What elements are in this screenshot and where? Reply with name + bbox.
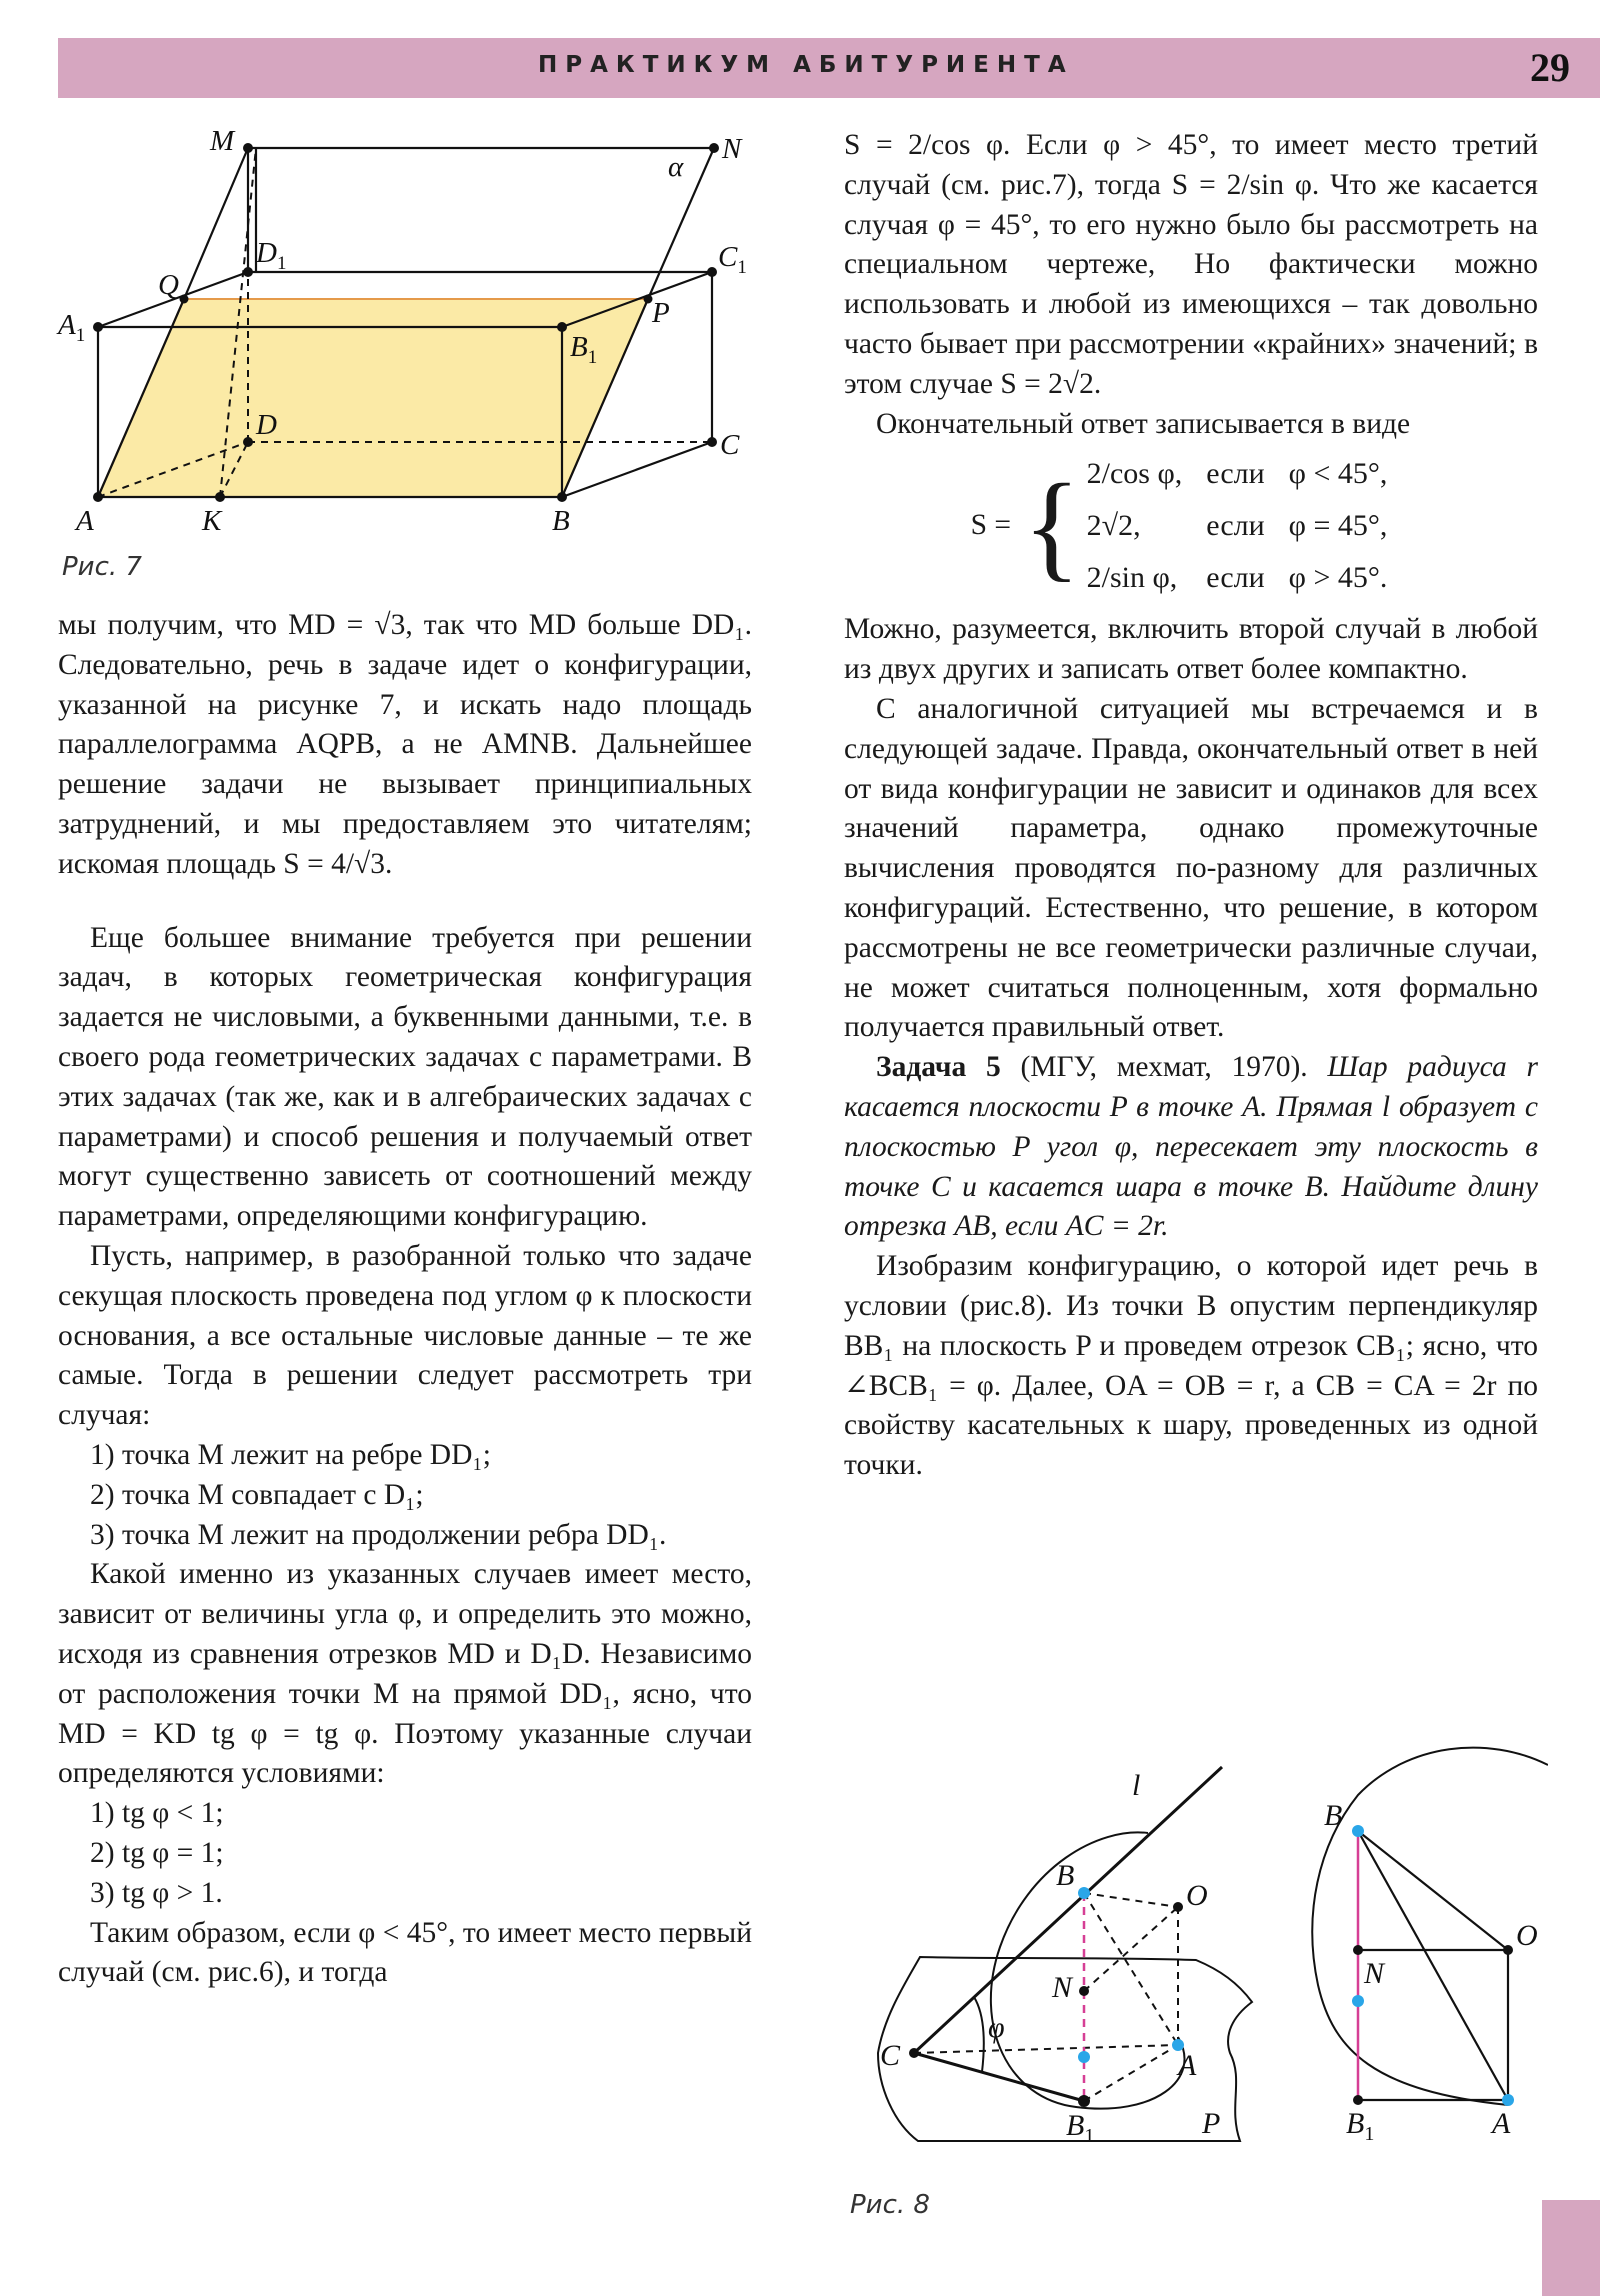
label-Q: Q bbox=[158, 269, 179, 301]
point-tangent-mid bbox=[1078, 2051, 1090, 2063]
section-point-A bbox=[1502, 2094, 1514, 2106]
page-number: 29 bbox=[1530, 45, 1570, 90]
point-D1 bbox=[243, 267, 253, 277]
answer-formula bbox=[844, 448, 1538, 604]
angle-phi-arc bbox=[974, 1997, 984, 2072]
formula-row bbox=[1087, 552, 1412, 604]
left-paragraph-4: Какой именно из указанных случаев имеет место, зависит от величины угла φ, и определить это можно, исходя из сравнения отрезков MD и D₁D. Независимо от расположения точки M на прямой DD₁, ясно, что MD = KD tg φ = tg φ. Поэтому указанные случаи определяются условиями: bbox=[58, 1558, 752, 1790]
formula-expr: 2√2, bbox=[1086, 509, 1141, 543]
right-paragraph-3: Можно, разумеется, включить второй случай в любой из двух других и записать ответ более компактно. bbox=[844, 613, 1538, 686]
label-A: A bbox=[76, 505, 94, 537]
left-paragraph-2: Еще большее внимание требуется при решении задач, в которых геометрическая конфигурация задается не числовыми, а буквенными данными, т.е. в своего рода геометрических задачах с параметрами. В этих задачах (так же, как и в алгебраических задачах с параметрами) и способ решения и получаемый ответ могут существенно зависеть от соотношений между параметрами, определяющими конфигурацию. bbox=[58, 921, 752, 1233]
point-N bbox=[1079, 1986, 1089, 1996]
label-C1: $C_1$ bbox=[718, 241, 747, 278]
point-B1 bbox=[1078, 2095, 1090, 2107]
section-point-B bbox=[1352, 1825, 1364, 1837]
formula-row bbox=[1087, 448, 1412, 500]
label-P: P bbox=[1202, 2107, 1221, 2140]
label-M: M bbox=[210, 125, 235, 157]
label-N: N bbox=[1052, 1971, 1073, 2004]
left-paragraph-1: мы получим, что MD = √3, так что MD больше DD₁. Следовательно, речь в задаче идет о конфигурации, указанной на рисунке 7, и искать надо площадь параллелограмма AQPB, а не AMNB. Дальнейшее решение задачи не вызывает принципиальных затруднений, и мы предоставляем это читателям; искомая площадь S = 4/√3. bbox=[58, 609, 752, 880]
point-B bbox=[557, 492, 567, 502]
point-N bbox=[709, 143, 719, 153]
formula-cond: φ < 45°, bbox=[1288, 457, 1388, 491]
point-K bbox=[215, 492, 225, 502]
page-header bbox=[58, 38, 1600, 98]
point-B bbox=[1078, 1887, 1090, 1899]
section-label-B: B bbox=[1324, 1799, 1343, 1832]
right-column bbox=[844, 126, 1538, 1486]
point-A1 bbox=[93, 322, 103, 332]
label-P: P bbox=[652, 297, 670, 329]
label-B1: $B_1$ bbox=[1066, 2109, 1095, 2147]
formula-row bbox=[1087, 500, 1412, 552]
running-title: ПРАКТИКУМ АБИТУРИЕНТА bbox=[538, 52, 1074, 78]
condition-item-3: 3) tg φ > 1. bbox=[90, 1876, 223, 1909]
point-A bbox=[93, 492, 103, 502]
label-B1: $B_1$ bbox=[570, 331, 598, 368]
point-D bbox=[243, 437, 253, 447]
case-item-3: 3) точка M лежит на продолжении ребра DD₁. bbox=[90, 1518, 667, 1551]
formula-cond: φ > 45°. bbox=[1288, 561, 1388, 595]
section-point-mid bbox=[1352, 1995, 1364, 2007]
section-label-A: A bbox=[1492, 2107, 1511, 2140]
right-paragraph-1: S = 2/cos φ. Если φ > 45°, то имеет место третий случай (см. рис.7), тогда S = 2/sin φ. Что же касается случая φ = 45°, то его нужно было бы рассмотреть на специальном чертеже, Но фактически можно использовать и любой из имеющихся – так довольно часто бывает при рассмотрении «крайних» значений; в этом случае S = 2√2. bbox=[844, 129, 1538, 400]
fig8-caption: Рис. 8 bbox=[850, 2190, 930, 2220]
label-A1: $A_1$ bbox=[58, 309, 86, 346]
figure-8 bbox=[848, 1735, 1548, 2155]
right-paragraph-5: Изобразим конфигурацию, о которой идет речь в условии (рис.8). Из точки B опустим перпендикуляр BB₁ на плоскость P и проведем отрезок CB₁; ясно, что ∠BCB₁ = φ. Далее, OA = OB = r, а CB = CA = 2r по свойству касательных к шару, проведенных из одной точки. bbox=[844, 1250, 1538, 1482]
section-point-N bbox=[1353, 1945, 1363, 1955]
task-5 bbox=[844, 1048, 1538, 1247]
formula-cond-word: если bbox=[1206, 509, 1265, 543]
formula-cond-word: если bbox=[1206, 561, 1265, 595]
label-C: C bbox=[880, 2039, 901, 2072]
section-point-O bbox=[1503, 1945, 1513, 1955]
point-M bbox=[243, 143, 253, 153]
condition-item-1: 1) tg φ < 1; bbox=[90, 1797, 224, 1830]
right-paragraph-4: С аналогичной ситуацией мы встречаемся и в следующей задаче. Правда, окончательный ответ в ней от вида конфигурации не зависит и одинаков для всех значений параметра, однако промежуточные вычисления проводятся по-разному для различных конфигураций. Естественно, что решение, в котором рассмотрены не все геометрически различные случаи, не может считаться полноценным, хотя формально получается правильный ответ. bbox=[844, 692, 1538, 1044]
left-paragraph-3: Пусть, например, в разобранной только что задаче секущая плоскость проведена под углом φ к плоскости основания, а все остальные числовые данные – те же самые. Тогда в решении следует рассмотреть три случая: bbox=[58, 1239, 752, 1432]
label-B: B bbox=[1056, 1859, 1075, 1892]
segment-CA bbox=[914, 2045, 1178, 2053]
page-corner-tab bbox=[1542, 2200, 1600, 2296]
right-paragraph-2: Окончательный ответ записывается в виде bbox=[876, 407, 1411, 440]
point-C bbox=[707, 437, 717, 447]
point-Q bbox=[180, 295, 189, 304]
point-C1 bbox=[707, 267, 717, 277]
formula-expr: 2/sin φ, bbox=[1086, 561, 1178, 595]
label-alpha: α bbox=[668, 151, 684, 183]
label-N: N bbox=[722, 133, 742, 165]
figure-7 bbox=[50, 120, 760, 550]
label-D1: $D_1$ bbox=[256, 237, 287, 274]
case-item-2: 2) точка M совпадает с D₁; bbox=[90, 1478, 424, 1511]
formula-cond: φ = 45°, bbox=[1288, 509, 1388, 543]
formula-expr: 2/cos φ, bbox=[1086, 457, 1183, 491]
section-circle-arc bbox=[1312, 1748, 1548, 2105]
task-statement: Шар радиуса r касается плоскости P в точке A. Прямая l образует с плоскостью P угол φ, пересекает эту плоскость в точке C и касается шара в точке B. Найдите длину отрезка AB, если AC = 2r. bbox=[844, 1051, 1538, 1243]
formula-lhs: S = bbox=[970, 509, 1012, 542]
task-source: (МГУ, мехмат, 1970). bbox=[1000, 1051, 1328, 1084]
formula-cases bbox=[1087, 448, 1412, 604]
label-l: l bbox=[1132, 1769, 1141, 1802]
formula-cond-word: если bbox=[1206, 457, 1265, 491]
sphere-outline bbox=[991, 1832, 1185, 2108]
label-D: D bbox=[256, 409, 277, 441]
section-label-O: O bbox=[1516, 1919, 1538, 1952]
section-label-N: N bbox=[1364, 1957, 1385, 1990]
point-C bbox=[909, 2048, 919, 2058]
left-column bbox=[58, 606, 752, 1993]
case-item-1: 1) точка M лежит на ребре DD₁; bbox=[90, 1438, 491, 1471]
segment-CB1 bbox=[914, 2053, 1084, 2101]
section-label-B1: $B_1$ bbox=[1346, 2107, 1375, 2145]
section-point-B1 bbox=[1353, 2095, 1363, 2105]
point-O bbox=[1173, 1902, 1183, 1912]
fig7-caption: Рис. 7 bbox=[62, 552, 142, 582]
label-phi: φ bbox=[988, 2011, 1005, 2044]
point-B1 bbox=[557, 322, 567, 332]
condition-item-2: 2) tg φ = 1; bbox=[90, 1836, 224, 1869]
label-K: K bbox=[202, 505, 222, 537]
label-B: B bbox=[552, 505, 570, 537]
label-A: A bbox=[1178, 2049, 1197, 2082]
task-title: Задача 5 bbox=[876, 1051, 1001, 1084]
left-paragraph-5: Таким образом, если φ < 45°, то имеет место первый случай (см. рис.6), и тогда bbox=[58, 1916, 752, 1989]
label-O: O bbox=[1186, 1879, 1208, 1912]
formula-brace: { bbox=[1023, 459, 1081, 593]
label-C: C bbox=[720, 429, 740, 461]
